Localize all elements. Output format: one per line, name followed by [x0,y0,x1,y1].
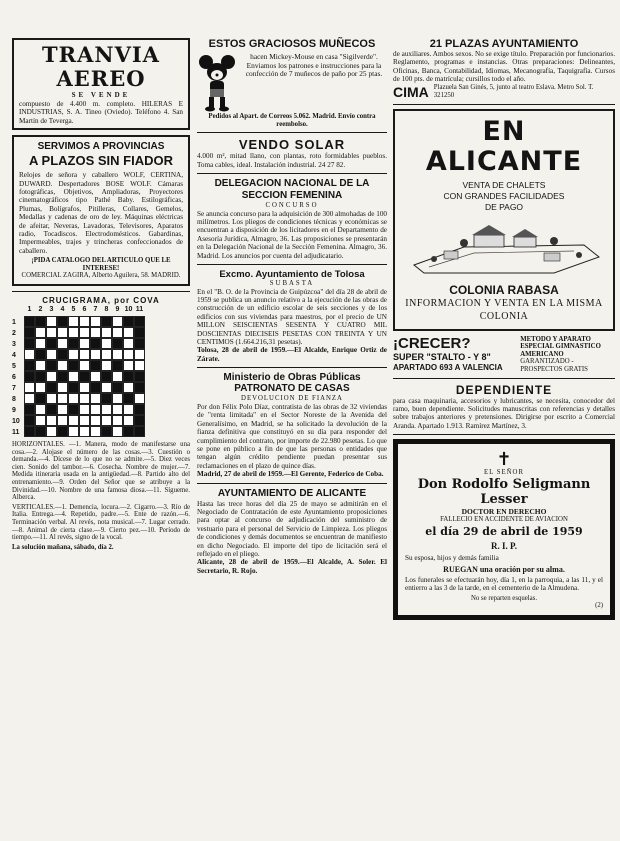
crossword-wrap [12,316,190,437]
crossword-black-cell [134,316,145,327]
crossword-black-cell [46,382,57,393]
cross-icon: ✝ [496,449,512,470]
esquela-pretitle: EL SEÑOR [483,469,525,477]
divider [393,434,615,435]
ad-tranvia-aereo [12,38,190,130]
crossword-side-number: 2 [12,330,16,338]
en-alicante-line2: CON GRANDES FACILIDADES [443,190,565,201]
esquela-title-line: DOCTOR EN DERECHO [461,506,547,516]
crossword-cell [68,393,79,404]
crossword-solution: La solución mañana, sábado, día 2. [12,543,114,551]
crossword-cell [79,404,90,415]
crossword-cell [35,338,46,349]
crossword-black-cell [68,338,79,349]
tolosa-footer: Tolosa, 28 de abril de 1959.—El Alcalde, Enrique Ortiz de Zárate. [197,346,387,363]
crecer-side2: GARANTIZADO - PROSPECTOS GRATIS [520,358,588,373]
crossword-side-number: 6 [12,374,16,382]
solar-title: VENDO SOLAR [238,137,346,153]
crossword-cell [101,349,112,360]
divider [197,483,387,484]
tranvia-title: TRANVIA AEREO [42,42,160,91]
tolosa-body: En el "B. O. de la Provincia de Guipúzcoa" del día 28 de abril de 1959 se publica un anuncio relativo a la ejecución de las obras de construcción de un edificio escolar de seis secciones y de los edificios con sus viviendas para maestros, por el precio de UN MILLON SEISCIENTAS SESENTA Y CUATRO MIL DOSCIENTAS DIECISEIS PESETAS CON TREINTA Y UN CENTIMOS (1.664.216,31 pesetas). [197,287,387,347]
crossword-cell [134,349,145,360]
crossword-side-number: 3 [12,341,16,349]
ministerio-title: Ministerio de Obras Públicas [223,372,361,384]
crossword-black-cell [90,338,101,349]
crossword-black-cell [24,415,35,426]
crossword-black-cell [24,404,35,415]
crossword-black-cell [123,316,134,327]
crossword-black-cell [101,371,112,382]
notice-ministerio [197,372,387,478]
crossword-cell [35,327,46,338]
esquela-date: el día 29 de abril de 1959 [425,525,583,539]
plazos-body: Relojes de señora y caballero WOLF, CERTINA, DUWARD. Despertadores BOSE WOLF. Cámaras fotográficas, Objetivos, Ampliadoras, Proyectores cinematográficos tipo Pathé Baby. Estilográficas, Plumas, Bolígrafos, Pitilleras, Collares, Gemelos, Medallas y cadenas de oro de ley. Máquinas eléctricas de afeitar, Neveras, Lavadoras, Televisores, Aparatos radio, Tocadiscos. Electrodomésticos. Gabardinas, Impermeables, trajes y trincheras confeccionados de caballero. [19,171,183,255]
plazos-address: COMERCIAL ZAGIRA, Alberto Aguilera, 58. MADRID. [21,272,181,280]
crossword-cell [123,360,134,371]
crossword-cell [123,415,134,426]
crossword-cell [90,349,101,360]
crossword-grid [24,316,190,437]
plazas-title: 21 PLAZAS AYUNTAMIENTO [429,38,579,50]
crossword-cell [68,371,79,382]
crossword-black-cell [134,327,145,338]
crossword-cell [112,327,123,338]
divider [197,264,387,265]
ad-vendo-solar [197,137,387,169]
crossword-top-number: 6 [82,306,87,314]
crossword-cell [101,327,112,338]
crossword-black-cell [57,426,68,437]
tranvia-subtitle: SE VENDE [71,91,131,99]
crossword-cell [57,393,68,404]
crossword-cell [90,316,101,327]
esquela-name1: Don Rodolfo Seligmann [417,476,591,492]
crossword-black-cell [112,360,123,371]
crossword-cell [123,327,134,338]
crossword-cell [90,426,101,437]
esquela-funeral: Los funerales se efectuarán hoy, día 1, en la parroquia, a las 11, y el entierro a las 3 de la tarde, en el cementerio de la Almudena. [405,575,603,593]
crossword-cell [112,426,123,437]
crossword-side-number: 4 [12,352,16,360]
solar-body: 4.000 m², mitad llano, con plantas, roto formidables pueblos. Toma cables, ideal. Instalación industrial. 24 27 82. [197,152,387,169]
crossword-black-cell [134,404,145,415]
crossword-top-number: 4 [60,306,65,314]
alicante-ayto-body: Hasta las trece horas del día 25 de mayo se admitirán en el Negociado de Contratación de este Ayuntamiento proposiciones para optar al concurso de adjudicación del suministro de vestuario para el personal del Servicio de Limpieza. Los pliegos de condiciones y demás documentos se encuentran de manifiesto en dicho Negociado. El importe del tipo de licitación será el reflejado en el pliego. [197,499,387,558]
crecer-title: ¡CRECER? [393,334,471,352]
delegacion-title: DELEGACION NACIONAL DE LA SECCION FEMENINA [214,178,370,201]
crossword-cell [90,404,101,415]
crossword-cell [57,360,68,371]
en-alicante-line1: VENTA DE CHALETS [462,179,546,190]
en-alicante-line3: DE PAGO [484,201,524,212]
tranvia-body: compuesto de 4.400 m. completo. HILERAS E INDUSTRIAS, S. A. Tineo (Oviedo). Teléfono 4. San Martín de Teverga. [19,100,183,125]
crossword-cell [112,371,123,382]
plazos-intro: SERVIMOS A PROVINCIAS [37,141,165,153]
crossword-cell [101,404,112,415]
crossword-black-cell [68,382,79,393]
munecos-title: ESTOS GRACIOSOS MUÑECOS [208,38,376,50]
crossword-black-cell [24,338,35,349]
crossword-black-cell [57,349,68,360]
ad-21-plazas [393,38,615,100]
crossword-top-numbers [24,305,190,314]
crossword-cell [46,316,57,327]
crossword-black-cell [24,371,35,382]
crossword-black-cell [46,338,57,349]
crossword-black-cell [57,316,68,327]
crossword-cell [79,349,90,360]
crossword-cell [90,415,101,426]
munecos-body: hacen Mickey-Mouse en casa "Sigilverde". Enviamos los patrones e instrucciones para la confección de 7 muñecos de paño por 25 ptas. [245,52,383,79]
crossword-top-number: 11 [135,306,144,314]
ad-munecos [197,38,387,128]
crossword-black-cell [35,316,46,327]
divider [197,367,387,368]
crossword-section [12,296,190,551]
crossword-top-number: 5 [71,306,76,314]
crossword-cell [101,382,112,393]
crossword-side-number: 1 [12,319,16,327]
crossword-cell [68,415,79,426]
column-middle [197,38,387,575]
ad-en-alicante [393,109,615,331]
colonia-rabasa: COLONIA RABASA [449,282,559,297]
plazos-title: A PLAZOS SIN FIADOR [29,153,173,169]
esquela-family: Su esposa, hijos y demás familia [405,554,499,563]
crossword-cell [57,327,68,338]
ministerio-sub: DEVOLUCION DE FIANZA [241,395,343,403]
crossword-cell [68,316,79,327]
crossword-cell [90,327,101,338]
crossword-black-cell [123,393,134,404]
crossword-verticales: VERTICALES.—1. Demencia, locura.—2. Cigarro.—3. Río de Italia. Entrega.—4. Repetido, padre.—5. Ente de razón.—6. Terminación verbal. Al revés, nota musical.—7. Lugar cerrado.—8. Animal de cierta clase.—9. Cierto pez.—10. Período de tiempo.—11. Al revés, signo de la vocal. [12,503,190,542]
crossword-cell [57,404,68,415]
crossword-side-number: 11 [12,429,20,437]
crossword-side-number: 8 [12,396,16,404]
crossword-cell [79,316,90,327]
crossword-black-cell [134,382,145,393]
crossword-black-cell [123,426,134,437]
dependiente-title: DEPENDIENTE [455,382,553,397]
crossword-cell [46,349,57,360]
ministerio-footer: Madrid, 27 de abril de 1959.—El Gerente, Federico de Coba. [197,470,384,479]
crossword-cell [123,349,134,360]
column-right [393,38,615,620]
divider [197,173,387,174]
crossword-black-cell [46,404,57,415]
crossword-cell [68,349,79,360]
crossword-side-number: 7 [12,385,16,393]
crossword-cell [35,382,46,393]
crossword-cell [112,415,123,426]
esquela-ruegan: RUEGAN una oración por su alma. [443,564,565,574]
crossword-cell [35,415,46,426]
crossword-black-cell [112,338,123,349]
crossword-black-cell [35,349,46,360]
crossword-side-number: 9 [12,407,16,415]
ad-crecer [393,336,615,374]
crossword-black-cell [134,426,145,437]
crossword-cell [35,404,46,415]
notice-delegacion [197,178,387,260]
crossword-top-number: 7 [93,306,98,314]
divider [12,291,190,292]
crossword-cell [101,338,112,349]
divider [393,378,615,379]
crossword-cell [46,393,57,404]
alicante-ayto-title: AYUNTAMIENTO DE ALICANTE [217,487,367,499]
esquela-rip: R. I. P. [491,541,517,552]
crossword-cell [123,404,134,415]
crossword-black-cell [134,371,145,382]
crossword-cell [24,349,35,360]
crossword-black-cell [68,360,79,371]
crossword-top-number: 8 [104,306,109,314]
divider [393,104,615,105]
en-alicante-title: EN ALICANTE [425,115,583,177]
mickey-mouse-icon [197,53,237,113]
esquela-no-invite: No se reparten esquelas. [470,594,538,602]
crossword-cell [101,415,112,426]
crossword-cell [24,382,35,393]
crossword-black-cell [35,426,46,437]
crossword-cell [79,415,90,426]
crossword-cell [112,404,123,415]
crossword-cell [90,393,101,404]
crossword-side-number: 10 [12,418,20,426]
crossword-cell [90,371,101,382]
column-left [12,38,190,551]
plazas-address: Plazuela San Ginés, 5, junto al teatro Eslava. Metro Sol. T. 321250 [433,84,594,99]
crossword-cell [79,338,90,349]
crossword-cell [134,393,145,404]
crossword-top-number: 2 [38,306,43,314]
crossword-black-cell [24,316,35,327]
crossword-black-cell [68,404,79,415]
crossword-black-cell [24,360,35,371]
crossword-black-cell [24,327,35,338]
crossword-black-cell [57,371,68,382]
crossword-cell [134,360,145,371]
esquela [393,439,615,620]
crossword-black-cell [112,382,123,393]
crossword-black-cell [35,371,46,382]
munecos-footer: Pedidos al Apart. de Correos 5.062. Madrid. Envío contra reembolso. [208,113,376,128]
crossword-cell [46,327,57,338]
crossword-black-cell [101,393,112,404]
crossword-cell [79,327,90,338]
delegacion-sub: CONCURSO [265,202,319,209]
chalet-map-illustration [404,217,604,279]
crossword-top-number: 9 [115,306,120,314]
plazos-catalog: ¡PIDA CATALOGO DEL ARTICULO QUE LE INTERESE! [31,257,171,272]
plazas-body: de auxiliares. Ambos sexos. No se exige título. Preparación por funcionarios. Reglamento, programas e instancias. Otras preparaciones: Delineantes, Oficinas, Banca, Contabilidad, Idiomas, Mecanografía, Taquigrafía. Cursos de 100 pts. de matrícula; cursillos todo el año. [393,50,615,84]
crossword-cell [46,371,57,382]
divider [197,132,387,133]
crossword-black-cell [123,371,134,382]
crossword-cell [112,316,123,327]
crossword-cell [57,338,68,349]
crossword-cell [57,415,68,426]
dependiente-body: para casa maquinaria, accesorios y lubricantes, se necesita, conocedor del ramo, buen dependiente. Solicitudes manuscritas con referencias y detalles sobre trabajos anteriores y pretensiones. Dirigirse por escrito a Comercial Aranda. Apartado 1.913. Ramírez Martínez, 3. [393,396,615,430]
crossword-cell [57,382,68,393]
ministerio-title2: PATRONATO DE CASAS [234,383,350,395]
crossword-black-cell [46,360,57,371]
crossword-black-cell [24,426,35,437]
crossword-black-cell [79,371,90,382]
crossword-horizontales: HORIZONTALES. —1. Manera, modo de manifestarse una cosa.—2. Alojase el número de las cosas.—3. Cuestión o demanda.—4. Dícese de lo que no se admite.—5. Diez veces cien. Sonido del tambor.—6. Cosecha. Nombre de mujer.—7. Medida itineraria usada en la antigüedad.—8. Partido alto del entrenamiento.—9. Orden del Señor que se atribuye a la Divinidad.—10. Nombre de una famosa diosa.—11. Sígueme. Alberca. [12,441,190,502]
esquela-accident: FALLECIO EN ACCIDENTE DE AVIACION [440,515,568,523]
crossword-black-cell [90,382,101,393]
crossword-cell [24,393,35,404]
notice-tolosa [197,269,387,363]
crossword-black-cell [35,393,46,404]
tolosa-title: Excmo. Ayuntamiento de Tolosa [219,269,365,281]
crossword-cell [68,426,79,437]
crossword-cell [46,426,57,437]
crossword-cell [112,393,123,404]
crossword-cell [79,426,90,437]
alicante-ayto-footer: Alicante, 28 de abril de 1959.—El Alcalde, A. Soler. El Secretario, R. Rojo. [197,558,387,575]
esquela-name2: Lesser [480,491,528,507]
ministerio-body: Por don Félix Polo Díaz, contratista de las obras de 32 viviendas de "renta limitada" en el Sector Noreste de la Avenida del Generalísimo, en Madrid, se ha solicitado la devolución de la fianza definitiva que constituyó en su día para responder del cumplimiento del contrato, por importe de 22.980 pesetas. Lo que se pone en público a fin de que las personas o entidades que tengan algún crédito pendiente puedan presentar sus reclamaciones en el plazo de quince días. [197,402,387,470]
crossword-black-cell [90,360,101,371]
crossword-black-cell [134,338,145,349]
crossword-side-number: 5 [12,363,16,371]
crossword-cell [46,415,57,426]
crossword-cell [123,382,134,393]
crossword-cell [123,338,134,349]
crossword-black-cell [101,426,112,437]
ad-plazos-sin-fiador [12,135,190,286]
crossword-cell [79,393,90,404]
crossword-black-cell [134,415,145,426]
crossword-top-number: 3 [49,306,54,314]
crossword-cell [68,327,79,338]
crossword-cell [79,360,90,371]
crossword-black-cell [101,316,112,327]
crecer-side: METODO Y APARATO ESPECIAL GIMNASTICO AMERICANO [520,335,601,358]
crecer-address: APARTADO 693 A VALENCIA [393,362,503,372]
crossword-top-number: 1 [27,306,32,314]
crossword-top-number: 10 [124,306,133,314]
crossword-cell [112,349,123,360]
en-alicante-info: INFORMACION Y VENTA EN LA MISMA COLONIA [405,297,603,322]
notice-ayto-alicante [197,488,387,576]
crossword-title: CRUCIGRAMA, por COVA [42,296,160,306]
crossword-cell [101,360,112,371]
delegacion-body: Se anuncia concurso para la adquisición de 300 almohadas de 100 milímetros. Los pliegos de condiciones técnicas y económicas se encuentran a disposición de los licitadores en el Departamento de Asesoría Jurídica, Almagro, 36. Las proposiciones se presentarán en la Delegación Nacional de la Sección Femenina. Almagro, 36. Madrid. Los anuncios por cuenta del adjudicatario. [197,209,388,260]
crecer-line: SUPER "STALTO - Y 8" [393,351,491,362]
crossword-cell [35,360,46,371]
tolosa-sub: SUBASTA [269,280,315,288]
esquela-ref: (2) [595,602,603,610]
crossword-cell [79,382,90,393]
cima-logo: CIMA [393,83,429,100]
ad-dependiente [393,383,615,431]
